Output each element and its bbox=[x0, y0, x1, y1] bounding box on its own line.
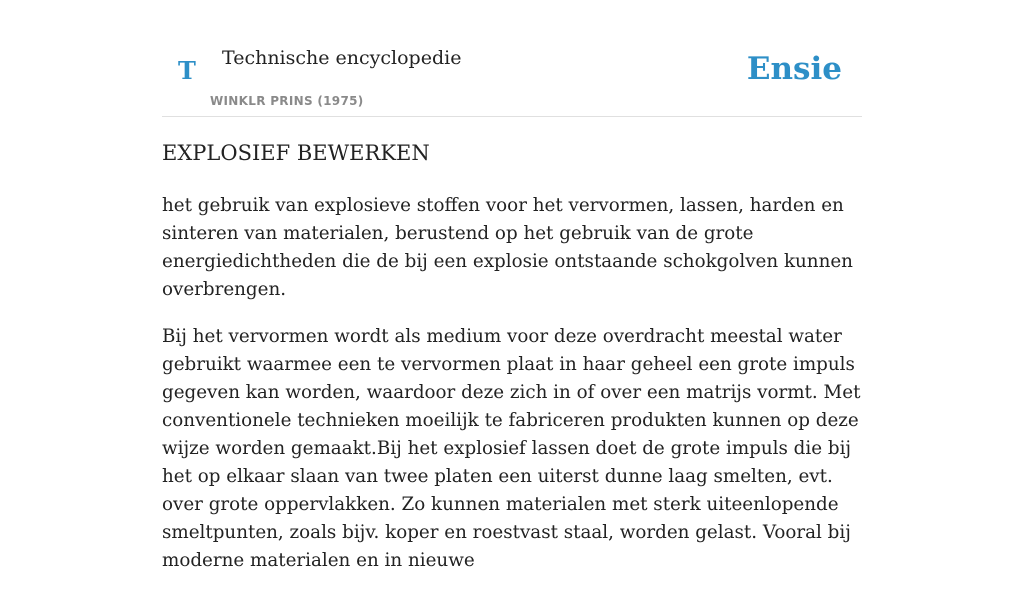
entry-title: EXPLOSIEF BEWERKEN bbox=[162, 141, 430, 165]
entry-body bbox=[162, 192, 862, 594]
book-source: WINKLR PRINS (1975) bbox=[210, 94, 364, 108]
book-logo-icon[interactable]: T bbox=[178, 56, 196, 85]
entry-paragraph: Bij het vervormen wordt als medium voor deze overdracht meestal water gebruikt waarmee een te vervormen plaat in haar geheel een grote impuls gegeven kan worden, waardoor deze zich in of over een matrijs vormt. Met conventionele technieken moeilijk te fabriceren produkten kunnen op deze wijze worden gemaakt.Bij het explosief lassen doet de grote impuls die bij het op elkaar slaan van twee platen een uiterst dunne laag smelten, evt. over grote oppervlakken. Zo kunnen materialen met sterk uiteenlopende smeltpunten, zoals bijv. koper en roestvast staal, worden gelast. Vooral bij moderne materialen en in nieuwe bbox=[162, 326, 861, 571]
book-title[interactable]: Technische encyclopedie bbox=[222, 47, 462, 69]
entry-paragraph: het gebruik van explosieve stoffen voor het vervormen, lassen, harden en sinteren van materialen, berustend op het gebruik van de grote energiedichtheden die de bij een explosie ontstaande schokgolven kunnen overbrengen. bbox=[162, 195, 853, 300]
book-header bbox=[162, 0, 862, 117]
brand-logo[interactable]: Ensie bbox=[746, 51, 842, 87]
